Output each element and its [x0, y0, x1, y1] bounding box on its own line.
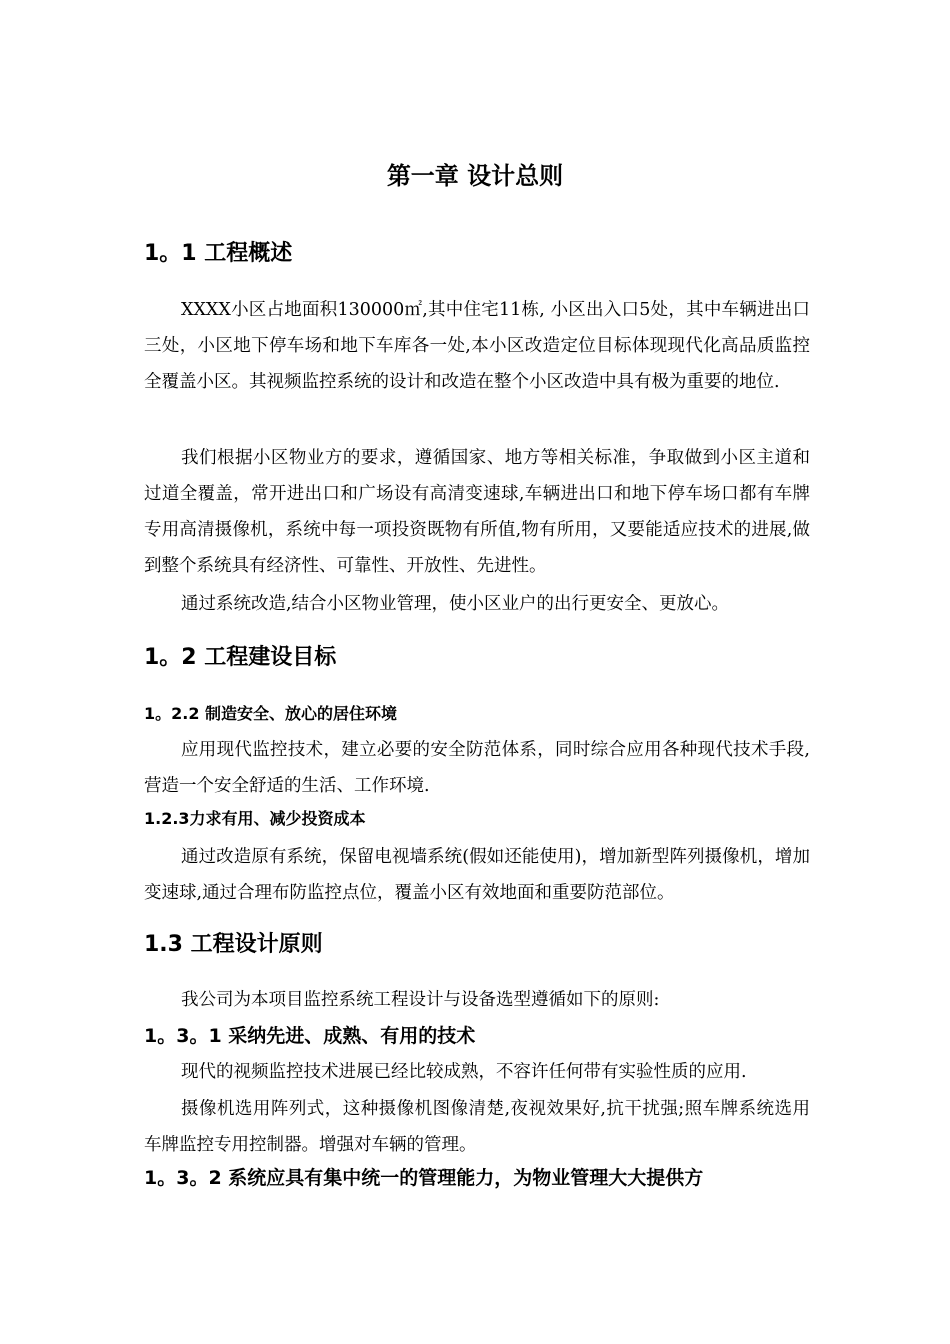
subsection-heading-1-3-1: 1。3。1 采纳先进、成熟、有用的技术: [144, 1025, 476, 1047]
section-heading-1-3: 1.3 工程设计原则: [144, 932, 323, 957]
chapter-title: 第一章 设计总则: [386, 162, 564, 190]
section-heading-1-2: 1。2 工程建设目标: [144, 645, 337, 670]
subsection-heading-1-2-2: 1。2.2 制造安全、放心的居住环境: [144, 704, 398, 723]
paragraph: 现代的视频监控技术进展已经比较成熟，不容许任何带有实验性质的应用.: [181, 1062, 747, 1082]
paragraph: 我公司为本项目监控系统工程设计与设备选型遵循如下的原则:: [181, 990, 660, 1010]
paragraph: 摄像机选用阵列式，这种摄像机图像清楚,夜视效果好,抗干扰强;照车牌系统选用车牌监控专用控制器。增强对车辆的管理。: [144, 1099, 810, 1155]
section-heading-1-1: 1。1 工程概述: [144, 241, 293, 266]
paragraph: 应用现代监控技术，建立必要的安全防范体系，同时综合应用各种现代技术手段,营造一个安全舒适的生活、工作环境.: [144, 740, 810, 796]
subsection-heading-1-3-2: 1。3。2 系统应具有集中统一的管理能力，为物业管理大大提供方: [144, 1167, 704, 1189]
subsection-heading-1-2-3: 1.2.3力求有用、减少投资成本: [144, 809, 366, 828]
paragraph: XXXX小区占地面积130000㎡,其中住宅11栋, 小区出入口5处，其中车辆进出口三处，小区地下停车场和地下车库各一处,本小区改造定位目标体现现代化高品质监控全覆盖小区。其视频监控系统的设计和改造在整个小区改造中具有极为重要的地位.: [144, 300, 810, 392]
paragraph: 我们根据小区物业方的要求，遵循国家、地方等相关标准，争取做到小区主道和过道全覆盖，常开进出口和广场设有高清变速球,车辆进出口和地下停车场口都有车牌专用高清摄像机，系统中每一项投资既物有所值,物有所用，又要能适应技术的进展,做到整个系统具有经济性、可靠性、开放性、先进性。: [144, 448, 810, 576]
paragraph: 通过改造原有系统，保留电视墙系统(假如还能使用)，增加新型阵列摄像机，增加变速球,通过合理布防监控点位，覆盖小区有效地面和重要防范部位。: [144, 847, 810, 903]
paragraph: 通过系统改造,结合小区物业管理，使小区业户的出行更安全、更放心。: [181, 594, 730, 614]
